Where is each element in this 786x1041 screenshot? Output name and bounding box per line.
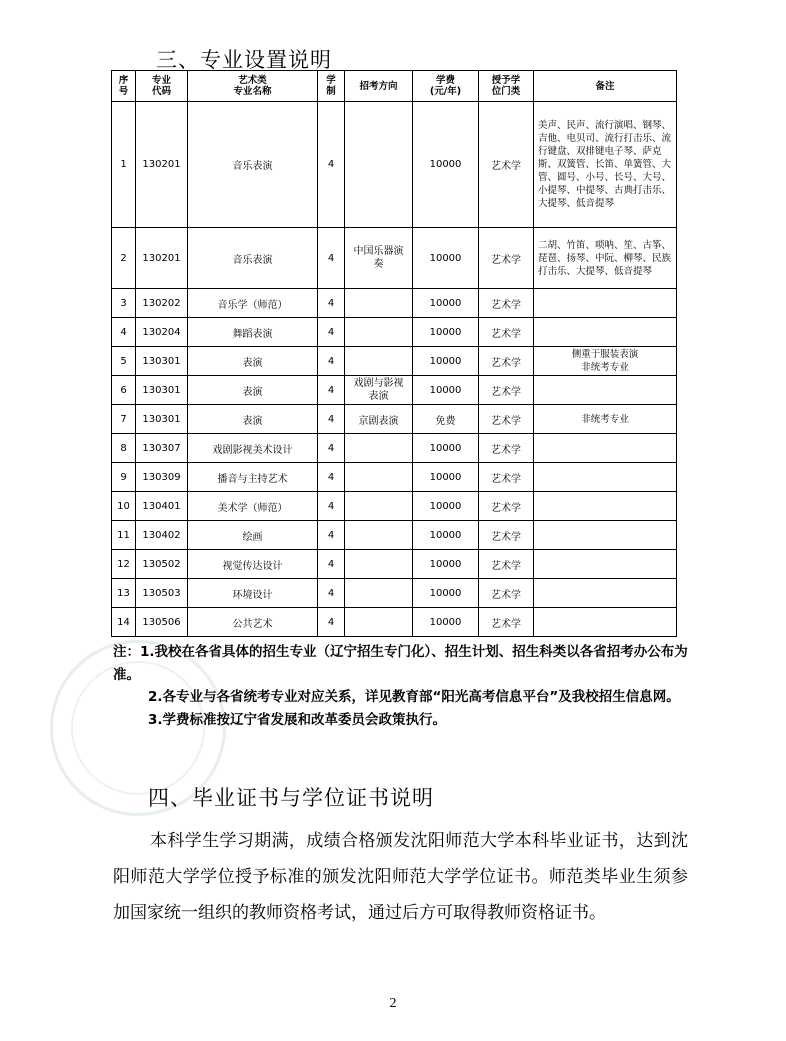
header-tuition: 学费 (元/年) <box>413 71 479 102</box>
note-2: 2.各专业与各省统考专业对应关系，详见教育部“阳光高考信息平台”及我校招生信息网。 <box>148 689 680 705</box>
cell-index: 14 <box>112 608 136 637</box>
cell-major-name: 公共艺术 <box>188 608 318 637</box>
cell-index: 11 <box>112 521 136 550</box>
cell-tuition: 10000 <box>413 376 479 405</box>
table-row <box>112 347 677 376</box>
cell-remarks: 侧重于服装表演 非统考专业 <box>534 347 677 376</box>
cell-index: 8 <box>112 434 136 463</box>
cell-major-code: 130506 <box>136 608 188 637</box>
table-header-row <box>112 71 677 102</box>
cell-degree-category: 艺术学 <box>479 318 534 347</box>
section-title-majors: 三、专业设置说明 <box>156 48 332 72</box>
cell-remarks <box>534 579 677 608</box>
cell-remarks: 非统考专业 <box>534 405 677 434</box>
header-major-code: 专业 代码 <box>136 71 188 102</box>
table-row <box>112 318 677 347</box>
table-row <box>112 608 677 637</box>
cell-index: 4 <box>112 318 136 347</box>
header-remarks: 备注 <box>534 71 677 102</box>
cell-index: 10 <box>112 492 136 521</box>
cell-remarks <box>534 521 677 550</box>
cell-tuition: 10000 <box>413 318 479 347</box>
cell-major-code: 130201 <box>136 228 188 289</box>
table-row <box>112 434 677 463</box>
cell-duration: 4 <box>318 434 345 463</box>
cell-degree-category: 艺术学 <box>479 608 534 637</box>
cell-remarks <box>534 289 677 318</box>
table-row <box>112 376 677 405</box>
cell-tuition: 10000 <box>413 579 479 608</box>
cell-major-name: 舞蹈表演 <box>188 318 318 347</box>
table-row <box>112 102 677 228</box>
table-row <box>112 550 677 579</box>
cell-major-name: 播音与主持艺术 <box>188 463 318 492</box>
cell-tuition: 10000 <box>413 434 479 463</box>
cell-direction <box>345 492 413 521</box>
cell-degree-category: 艺术学 <box>479 289 534 318</box>
cell-major-name: 视觉传达设计 <box>188 550 318 579</box>
cell-tuition: 10000 <box>413 228 479 289</box>
cell-direction <box>345 550 413 579</box>
cell-duration: 4 <box>318 347 345 376</box>
cell-major-name: 戏剧影视美术设计 <box>188 434 318 463</box>
cell-degree-category: 艺术学 <box>479 492 534 521</box>
cell-index: 6 <box>112 376 136 405</box>
cell-major-name: 音乐表演 <box>188 228 318 289</box>
cell-duration: 4 <box>318 228 345 289</box>
cell-degree-category: 艺术学 <box>479 405 534 434</box>
cell-remarks <box>534 492 677 521</box>
cell-major-code: 130307 <box>136 434 188 463</box>
cell-direction <box>345 289 413 318</box>
cell-index: 12 <box>112 550 136 579</box>
cell-remarks: 二胡、竹笛、唢呐、笙、古筝、琵琶、扬琴、中阮、柳琴、民族打击乐、大提琴、低音提琴 <box>534 228 677 289</box>
cell-tuition: 10000 <box>413 492 479 521</box>
cell-remarks: 美声、民声、流行演唱、钢琴、吉他、电贝司、流行打击乐、流行键盘、双排键电子琴、萨克斯、双簧管、长笛、单簧管、大管、圆号、小号、长号、大号、小提琴、中提琴、古典打击乐、大提琴、低音提琴 <box>534 102 677 228</box>
cell-tuition: 10000 <box>413 550 479 579</box>
cell-duration: 4 <box>318 492 345 521</box>
note-3: 3.学费标准按辽宁省发展和改革委员会政策执行。 <box>148 711 447 728</box>
cell-duration: 4 <box>318 463 345 492</box>
cell-remarks <box>534 434 677 463</box>
cell-major-code: 130309 <box>136 463 188 492</box>
cell-tuition: 10000 <box>413 102 479 228</box>
cell-remarks <box>534 318 677 347</box>
section-title-certificates: 四、毕业证书与学位证书说明 <box>148 786 434 810</box>
cell-degree-category: 艺术学 <box>479 579 534 608</box>
cell-index: 13 <box>112 579 136 608</box>
cell-degree-category: 艺术学 <box>479 347 534 376</box>
header-degree-category: 授予学 位门类 <box>479 71 534 102</box>
table-row <box>112 492 677 521</box>
cell-direction <box>345 463 413 492</box>
certificates-paragraph: 本科学生学习期满，成绩合格颁发沈阳师范大学本科毕业证书，达到沈阳师范大学学位授予标准的颁发沈阳师范大学学位证书。师范类毕业生须参加国家统一组织的教师资格考试，通过后方可取得教师资格证书。 <box>113 831 688 923</box>
cell-major-code: 130202 <box>136 289 188 318</box>
cell-major-name: 表演 <box>188 405 318 434</box>
cell-direction <box>345 318 413 347</box>
cell-remarks <box>534 463 677 492</box>
page-number: 2 <box>389 996 397 1011</box>
cell-direction <box>345 102 413 228</box>
cell-index: 9 <box>112 463 136 492</box>
table-row <box>112 228 677 289</box>
table-row <box>112 289 677 318</box>
cell-duration: 4 <box>318 102 345 228</box>
cell-index: 3 <box>112 289 136 318</box>
header-duration: 学 制 <box>318 71 345 102</box>
cell-direction <box>345 579 413 608</box>
cell-duration: 4 <box>318 521 345 550</box>
cell-direction: 戏剧与影视表演 <box>345 376 413 405</box>
cell-direction: 京剧表演 <box>345 405 413 434</box>
cell-duration: 4 <box>318 289 345 318</box>
cell-major-code: 130301 <box>136 347 188 376</box>
cell-duration: 4 <box>318 405 345 434</box>
cell-tuition: 10000 <box>413 347 479 376</box>
cell-major-name: 环境设计 <box>188 579 318 608</box>
majors-table <box>111 70 677 637</box>
cell-major-name: 美术学（师范） <box>188 492 318 521</box>
table-row <box>112 579 677 608</box>
table-row <box>112 405 677 434</box>
cell-remarks <box>534 550 677 579</box>
cell-duration: 4 <box>318 579 345 608</box>
cell-duration: 4 <box>318 318 345 347</box>
cell-direction <box>345 347 413 376</box>
cell-direction <box>345 521 413 550</box>
cell-major-code: 130204 <box>136 318 188 347</box>
cell-degree-category: 艺术学 <box>479 376 534 405</box>
cell-remarks <box>534 376 677 405</box>
header-direction: 招考方向 <box>345 71 413 102</box>
table-row <box>112 521 677 550</box>
cell-major-code: 130201 <box>136 102 188 228</box>
cell-tuition: 10000 <box>413 289 479 318</box>
cell-major-code: 130301 <box>136 405 188 434</box>
cell-tuition: 免费 <box>413 405 479 434</box>
cell-major-name: 表演 <box>188 376 318 405</box>
cell-degree-category: 艺术学 <box>479 463 534 492</box>
cell-remarks <box>534 608 677 637</box>
cell-major-code: 130402 <box>136 521 188 550</box>
cell-degree-category: 艺术学 <box>479 228 534 289</box>
cell-duration: 4 <box>318 608 345 637</box>
cell-major-name: 音乐表演 <box>188 102 318 228</box>
cell-direction <box>345 608 413 637</box>
cell-tuition: 10000 <box>413 521 479 550</box>
table-row <box>112 463 677 492</box>
cell-degree-category: 艺术学 <box>479 550 534 579</box>
cell-index: 5 <box>112 347 136 376</box>
cell-degree-category: 艺术学 <box>479 434 534 463</box>
note-1: 注：1.我校在各省具体的招生专业（辽宁招生专门化）、招生计划、招生科类以各省招考办公布为准。 <box>113 644 688 683</box>
cell-major-name: 表演 <box>188 347 318 376</box>
cell-index: 1 <box>112 102 136 228</box>
cell-major-code: 130502 <box>136 550 188 579</box>
cell-tuition: 10000 <box>413 608 479 637</box>
cell-direction: 中国乐器演奏 <box>345 228 413 289</box>
cell-degree-category: 艺术学 <box>479 102 534 228</box>
cell-major-code: 130503 <box>136 579 188 608</box>
cell-tuition: 10000 <box>413 463 479 492</box>
cell-index: 2 <box>112 228 136 289</box>
cell-major-name: 绘画 <box>188 521 318 550</box>
cell-duration: 4 <box>318 550 345 579</box>
table-notes <box>113 641 688 731</box>
header-index: 序 号 <box>112 71 136 102</box>
cell-index: 7 <box>112 405 136 434</box>
cell-major-code: 130301 <box>136 376 188 405</box>
header-major-name: 艺术类 专业名称 <box>188 71 318 102</box>
cell-major-code: 130401 <box>136 492 188 521</box>
cell-major-name: 音乐学（师范） <box>188 289 318 318</box>
cell-duration: 4 <box>318 376 345 405</box>
cell-direction <box>345 434 413 463</box>
cell-degree-category: 艺术学 <box>479 521 534 550</box>
